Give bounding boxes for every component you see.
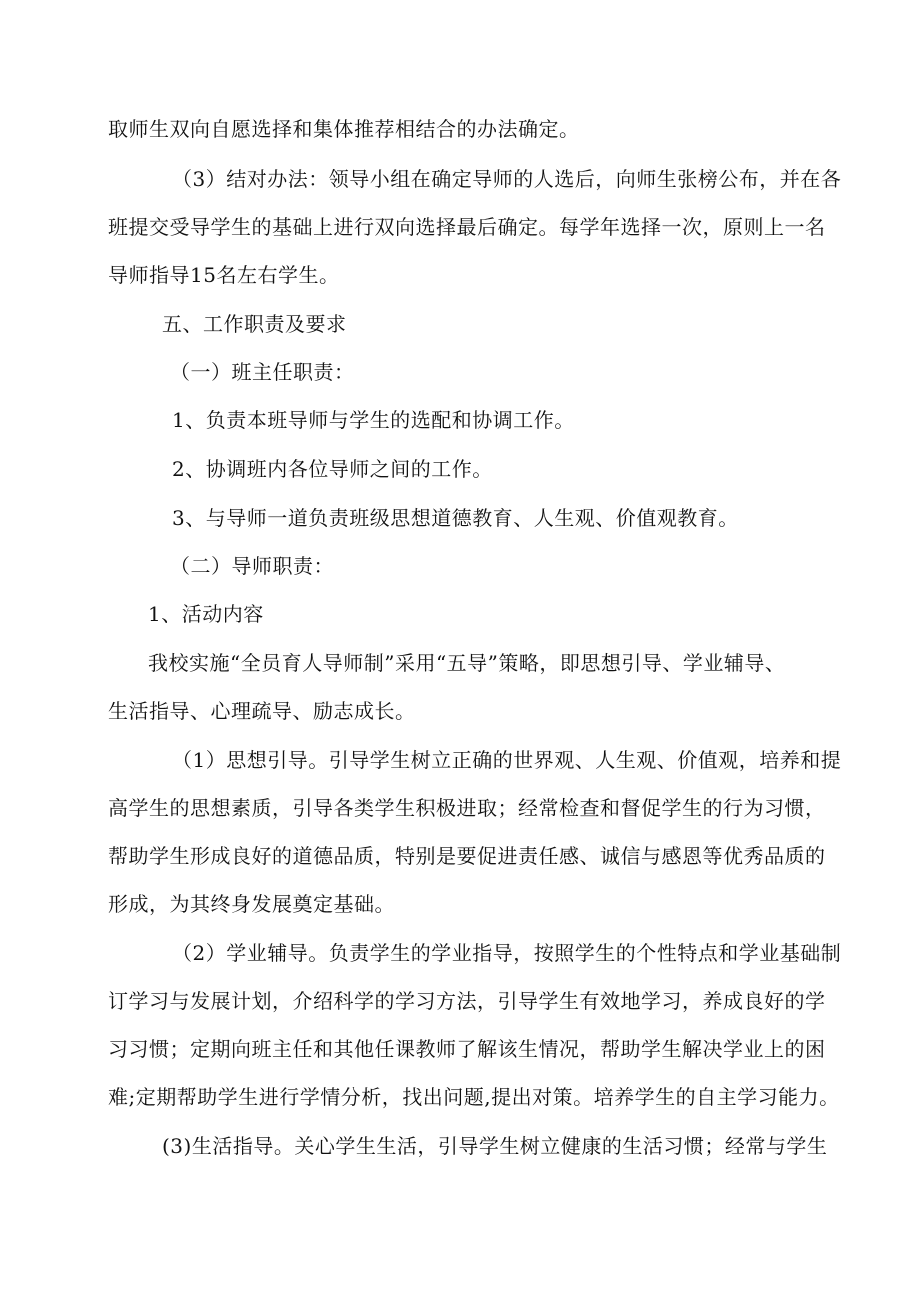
paragraph-line: 形成，为其终身发展奠定基础。 bbox=[108, 892, 395, 916]
list-item: 2、协调班内各位导师之间的工作。 bbox=[172, 457, 493, 481]
paragraph-line: 导师指导15名左右学生。 bbox=[108, 263, 340, 287]
paragraph-line: （1）思想引导。引导学生树立正确的世界观、人生观、价值观，培养和提 bbox=[172, 748, 842, 772]
paragraph-line: 高学生的思想素质，引导各类学生积极进取；经常检查和督促学生的行为习惯， bbox=[108, 796, 826, 820]
list-item: 3、与导师一道负责班级思想道德教育、人生观、价值观教育。 bbox=[172, 506, 739, 530]
paragraph-line: （3）结对办法：领导小组在确定导师的人选后，向师生张榜公布，并在各 bbox=[172, 167, 842, 191]
paragraph-line: （2）学业辅导。负责学生的学业指导，按照学生的个性特点和学业基础制 bbox=[172, 941, 842, 965]
paragraph-line: 我校实施“全员育人导师制”采用“五导”策略，即思想引导、学业辅导、 bbox=[148, 651, 786, 675]
paragraph-line: 帮助学生形成良好的道德品质，特别是要促进责任感、诚信与感恩等优秀品质的 bbox=[108, 844, 826, 868]
paragraph-line: 生活指导、心理疏导、励志成长。 bbox=[108, 699, 416, 723]
list-item: 1、活动内容 bbox=[148, 602, 264, 626]
subsection-heading: （一）班主任职责： bbox=[170, 360, 355, 384]
paragraph-line: 班提交受导学生的基础上进行双向选择最后确定。每学年选择一次，原则上一名 bbox=[108, 215, 826, 239]
paragraph-line: 习习惯；定期向班主任和其他任课教师了解该生情况，帮助学生解决学业上的困 bbox=[108, 1037, 826, 1061]
list-item: 1、负责本班导师与学生的选配和协调工作。 bbox=[172, 408, 575, 432]
paragraph-line: 难;定期帮助学生进行学情分析，找出问题,提出对策。培养学生的自主学习能力。 bbox=[108, 1085, 840, 1109]
paragraph-line: 订学习与发展计划，介绍科学的学习方法，引导学生有效地学习，养成良好的学 bbox=[108, 989, 826, 1013]
section-heading: 五、工作职责及要求 bbox=[162, 312, 347, 336]
subsection-heading: （二）导师职责： bbox=[170, 554, 334, 578]
paragraph-line: 取师生双向自愿选择和集体推荐相结合的办法确定。 bbox=[108, 117, 580, 141]
paragraph-line: (3)生活指导。关心学生生活，引导学生树立健康的生活习惯；经常与学生 bbox=[162, 1134, 828, 1158]
